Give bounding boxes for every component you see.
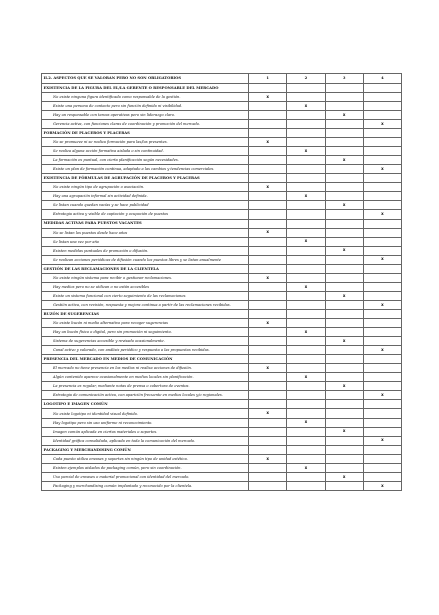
score-cell	[287, 165, 325, 174]
criterion-row	[42, 436, 402, 445]
score-mark: x	[363, 255, 401, 264]
score-mark: x	[287, 328, 325, 337]
criterion-description: Hay logotipo pero sin uso uniforme ni reconocimiento.	[42, 418, 249, 427]
score-cell	[287, 92, 325, 101]
criterion-description: La formación es puntual, con cierta planificación según necesidades.	[42, 156, 249, 165]
score-mark: x	[249, 138, 287, 147]
section-empty-cell	[363, 129, 401, 138]
criterion-description: No existe ningún tipo de agrupación o asociación.	[42, 183, 249, 192]
score-cell	[363, 228, 401, 237]
score-mark: x	[325, 382, 363, 391]
score-mark: x	[325, 472, 363, 481]
criterion-description: No se promueve ni se realiza formación para las/los presentes.	[42, 138, 249, 147]
score-mark: x	[325, 246, 363, 255]
section-heading: LOGOTIPO E IMAGEN COMÚN	[42, 400, 249, 409]
criterion-row	[42, 110, 402, 119]
score-mark: x	[249, 454, 287, 463]
score-mark: x	[325, 156, 363, 165]
section-row	[42, 309, 402, 318]
score-cell	[249, 427, 287, 436]
criterion-row	[42, 427, 402, 436]
score-cell	[249, 346, 287, 355]
criterion-row	[42, 391, 402, 400]
score-cell	[325, 328, 363, 337]
score-cell	[287, 346, 325, 355]
section-empty-cell	[325, 129, 363, 138]
section-heading: EXISTENCIA DE LA FIGURA DEL EL/LA GERENTE O RESPONSABLE DEL MERCADO	[42, 83, 249, 92]
criterion-description: La presencia es regular, mediante notas de prensa o cobertura de eventos.	[42, 382, 249, 391]
section-empty-cell	[249, 264, 287, 273]
score-cell	[325, 228, 363, 237]
score-cell	[363, 382, 401, 391]
score-cell	[249, 373, 287, 382]
criterion-description: Sistema de sugerencias accesible y revisado ocasionalmente.	[42, 337, 249, 346]
criterion-description: Existe una persona de contacto pero sin función definida ni visibilidad.	[42, 101, 249, 110]
criterion-row	[42, 454, 402, 463]
criterion-row	[42, 418, 402, 427]
criterion-description: Uso parcial de envases o material promocional con identidad del mercado.	[42, 472, 249, 481]
score-cell	[325, 183, 363, 192]
score-cell	[249, 237, 287, 246]
criterion-row	[42, 282, 402, 291]
score-cell	[363, 201, 401, 210]
score-cell	[249, 210, 287, 219]
criterion-description: Hay un responsable con tareas operativas pero sin liderazgo claro.	[42, 110, 249, 119]
score-cell	[325, 391, 363, 400]
score-cell	[287, 210, 325, 219]
score-cell	[249, 201, 287, 210]
criterion-row	[42, 337, 402, 346]
section-empty-cell	[287, 400, 325, 409]
criterion-row	[42, 101, 402, 110]
score-cell	[249, 382, 287, 391]
section-row	[42, 264, 402, 273]
section-row	[42, 445, 402, 454]
score-cell	[287, 273, 325, 282]
evaluation-table-body	[42, 74, 402, 491]
score-cell	[249, 119, 287, 128]
section-empty-cell	[363, 355, 401, 364]
score-mark: x	[249, 92, 287, 101]
score-cell	[363, 472, 401, 481]
score-cell	[325, 319, 363, 328]
section-empty-cell	[363, 174, 401, 183]
section-empty-cell	[249, 174, 287, 183]
criterion-row	[42, 92, 402, 101]
criterion-description: Gerencia activa, con funciones claras de coordinación y promoción del mercado.	[42, 119, 249, 128]
score-cell	[287, 409, 325, 418]
section-heading: PACKAGING Y MERCHANDISING COMÚN	[42, 445, 249, 454]
score-mark: x	[249, 319, 287, 328]
score-mark: x	[249, 228, 287, 237]
score-cell	[249, 472, 287, 481]
score-cell	[249, 147, 287, 156]
score-cell	[249, 291, 287, 300]
score-mark: x	[363, 165, 401, 174]
criterion-row	[42, 409, 402, 418]
score-cell	[325, 119, 363, 128]
score-mark: x	[287, 101, 325, 110]
section-empty-cell	[325, 400, 363, 409]
section-heading: MEDIDAS ACTIVAS PARA PUESTOS VACANTES	[42, 219, 249, 228]
criterion-description: Existe un sistema funcional con cierto seguimiento de las reclamaciones.	[42, 291, 249, 300]
criterion-description: Estrategia de comunicación activa, con aparición frecuente en medios locales y/o regionales.	[42, 391, 249, 400]
score-cell	[325, 273, 363, 282]
criterion-row	[42, 346, 402, 355]
section-empty-cell	[363, 400, 401, 409]
criterion-row	[42, 183, 402, 192]
section-empty-cell	[249, 129, 287, 138]
section-empty-cell	[325, 355, 363, 364]
score-mark: x	[363, 436, 401, 445]
score-cell	[363, 156, 401, 165]
score-cell	[325, 101, 363, 110]
criterion-description: Hay una agrupación informal sin actividad definida.	[42, 192, 249, 201]
criterion-row	[42, 147, 402, 156]
criterion-description: Existe un plan de formación continua, adaptado a las cambios y tendencias comerciales.	[42, 165, 249, 174]
section-empty-cell	[325, 309, 363, 318]
score-cell	[325, 418, 363, 427]
score-cell	[287, 364, 325, 373]
criterion-row	[42, 210, 402, 219]
score-cell	[287, 246, 325, 255]
criterion-row	[42, 373, 402, 382]
score-cell	[363, 192, 401, 201]
score-cell	[287, 391, 325, 400]
criterion-row	[42, 119, 402, 128]
score-cell	[363, 373, 401, 382]
criterion-description: Se listan cuando quedan vacías y se hace publicidad	[42, 201, 249, 210]
score-mark: x	[363, 119, 401, 128]
section-heading: BUZÓN DE SUGERENCIAS	[42, 309, 249, 318]
criterion-row	[42, 192, 402, 201]
score-mark: x	[249, 364, 287, 373]
column-header-3: 3	[325, 74, 363, 84]
score-mark: x	[325, 110, 363, 119]
criterion-description: Canal activo y valorado, con análisis periódico y respuesta a las propuestas recibidas.	[42, 346, 249, 355]
score-cell	[325, 282, 363, 291]
section-row	[42, 219, 402, 228]
score-cell	[287, 110, 325, 119]
score-cell	[363, 454, 401, 463]
score-cell	[287, 319, 325, 328]
section-empty-cell	[249, 445, 287, 454]
score-cell	[363, 246, 401, 255]
score-cell	[249, 436, 287, 445]
score-cell	[363, 282, 401, 291]
score-cell	[325, 409, 363, 418]
criterion-description: No existe ningún sistema para recibir o gestionar reclamaciones.	[42, 273, 249, 282]
criterion-description: Identidad gráfica consolidada, aplicada en toda la comunicación del mercado.	[42, 436, 249, 445]
criterion-row	[42, 228, 402, 237]
section-empty-cell	[363, 83, 401, 92]
criterion-row	[42, 481, 402, 490]
score-mark: x	[287, 463, 325, 472]
score-mark: x	[287, 237, 325, 246]
score-cell	[249, 300, 287, 309]
score-cell	[249, 110, 287, 119]
section-empty-cell	[249, 355, 287, 364]
score-cell	[287, 436, 325, 445]
score-mark: x	[287, 192, 325, 201]
score-cell	[287, 454, 325, 463]
score-mark: x	[249, 409, 287, 418]
score-cell	[287, 255, 325, 264]
section-empty-cell	[363, 264, 401, 273]
section-empty-cell	[287, 264, 325, 273]
criterion-description: No existe buzón ni medio alternativo para recoger sugerencias	[42, 319, 249, 328]
section-heading: GESTIÓN DE LAS RECLAMACIONES DE LA CLIENTELA	[42, 264, 249, 273]
score-mark: x	[363, 391, 401, 400]
criterion-description: Hay un buzón físico o digital, pero sin promoción ni seguimiento.	[42, 328, 249, 337]
criterion-row	[42, 463, 402, 472]
score-cell	[249, 246, 287, 255]
score-cell	[287, 427, 325, 436]
score-cell	[249, 192, 287, 201]
score-cell	[249, 101, 287, 110]
score-cell	[363, 291, 401, 300]
score-cell	[325, 92, 363, 101]
section-empty-cell	[287, 355, 325, 364]
score-mark: x	[249, 273, 287, 282]
criterion-description: Hay medios pero no se utilizan o no están accesibles	[42, 282, 249, 291]
score-cell	[287, 472, 325, 481]
score-cell	[363, 319, 401, 328]
section-row	[42, 129, 402, 138]
section-empty-cell	[363, 219, 401, 228]
score-cell	[363, 101, 401, 110]
score-cell	[249, 481, 287, 490]
section-empty-cell	[325, 219, 363, 228]
score-mark: x	[325, 291, 363, 300]
column-header-2: 2	[287, 74, 325, 84]
section-empty-cell	[249, 83, 287, 92]
criterion-row	[42, 138, 402, 147]
section-empty-cell	[287, 174, 325, 183]
score-cell	[363, 409, 401, 418]
score-mark: x	[325, 427, 363, 436]
criterion-row	[42, 319, 402, 328]
column-header-4: 4	[363, 74, 401, 84]
score-cell	[363, 273, 401, 282]
section-row	[42, 174, 402, 183]
score-mark: x	[363, 300, 401, 309]
section-empty-cell	[287, 445, 325, 454]
score-cell	[363, 92, 401, 101]
score-cell	[287, 337, 325, 346]
score-cell	[363, 110, 401, 119]
score-cell	[363, 364, 401, 373]
score-cell	[363, 427, 401, 436]
criterion-description: Estrategia activa y visible de captación y ocupación de puestos	[42, 210, 249, 219]
criterion-description: Imagen común aplicada en ciertos materiales o soportes.	[42, 427, 249, 436]
section-row	[42, 400, 402, 409]
criterion-description: Se realizan acciones periódicas de difusión cuando los puestos libres y se listan anualmente	[42, 255, 249, 264]
score-cell	[325, 463, 363, 472]
criterion-description: Gestión activa, con revisión, respuesta y mejora continua a partir de las reclamaciones recibidas.	[42, 300, 249, 309]
column-header-1: 1	[249, 74, 287, 84]
score-cell	[249, 282, 287, 291]
score-cell	[325, 373, 363, 382]
score-mark: x	[287, 147, 325, 156]
score-cell	[363, 418, 401, 427]
score-mark: x	[325, 201, 363, 210]
score-cell	[363, 138, 401, 147]
criterion-row	[42, 382, 402, 391]
criterion-description: Cada puesto utiliza envases y soportes sin ningún tipo de unidad estética.	[42, 454, 249, 463]
criterion-row	[42, 364, 402, 373]
criterion-description: Packaging y merchandising común implantado y reconocido por la clientela.	[42, 481, 249, 490]
criterion-row	[42, 156, 402, 165]
section-empty-cell	[249, 309, 287, 318]
score-cell	[287, 481, 325, 490]
section-row	[42, 83, 402, 92]
score-cell	[287, 201, 325, 210]
criterion-row	[42, 300, 402, 309]
section-empty-cell	[363, 445, 401, 454]
score-cell	[249, 391, 287, 400]
score-cell	[325, 454, 363, 463]
score-cell	[325, 436, 363, 445]
score-mark: x	[363, 481, 401, 490]
score-cell	[325, 255, 363, 264]
score-cell	[325, 346, 363, 355]
score-mark: x	[325, 337, 363, 346]
section-empty-cell	[249, 219, 287, 228]
score-cell	[249, 337, 287, 346]
section-heading: FORMACIÓN DE PLACEROS Y PLACERAS	[42, 129, 249, 138]
score-cell	[249, 463, 287, 472]
criterion-description: El mercado no tiene presencia en los medios ni realiza acciones de difusión.	[42, 364, 249, 373]
score-cell	[363, 183, 401, 192]
score-cell	[249, 328, 287, 337]
criterion-description: Existen medidas puntuales de promoción o difusión.	[42, 246, 249, 255]
section-empty-cell	[325, 174, 363, 183]
criterion-row	[42, 328, 402, 337]
score-cell	[325, 481, 363, 490]
score-cell	[287, 156, 325, 165]
score-mark: x	[363, 346, 401, 355]
criterion-row	[42, 201, 402, 210]
score-cell	[363, 328, 401, 337]
score-cell	[325, 147, 363, 156]
score-cell	[287, 300, 325, 309]
score-cell	[287, 138, 325, 147]
criterion-description: No existe logotipo ni identidad visual definida.	[42, 409, 249, 418]
criterion-description: Se listan una vez por año	[42, 237, 249, 246]
evaluation-table	[41, 73, 402, 491]
score-mark: x	[287, 418, 325, 427]
section-empty-cell	[325, 264, 363, 273]
criterion-description: No se listan los puestos desde hace años	[42, 228, 249, 237]
section-heading: EXISTENCIA DE FÓRMULAS DE AGRUPACIÓN DE PLACEROS Y PLACERAS	[42, 174, 249, 183]
score-cell	[249, 255, 287, 264]
section-empty-cell	[325, 83, 363, 92]
score-cell	[249, 165, 287, 174]
score-cell	[287, 119, 325, 128]
score-cell	[287, 382, 325, 391]
score-cell	[287, 228, 325, 237]
score-cell	[325, 210, 363, 219]
section-empty-cell	[249, 400, 287, 409]
score-cell	[249, 156, 287, 165]
score-cell	[249, 418, 287, 427]
score-cell	[325, 165, 363, 174]
score-cell	[363, 337, 401, 346]
criterion-row	[42, 165, 402, 174]
score-mark: x	[363, 210, 401, 219]
section-empty-cell	[287, 309, 325, 318]
score-mark: x	[249, 183, 287, 192]
score-cell	[363, 147, 401, 156]
section-row	[42, 355, 402, 364]
section-empty-cell	[287, 129, 325, 138]
criterion-description: Se realiza alguna acción formativa aislada o sin continuidad.	[42, 147, 249, 156]
table-title: II.2. ASPECTOS QUE SE VALORAN PERO NO SON OBLIGATORIOS	[42, 74, 249, 84]
criterion-row	[42, 472, 402, 481]
criterion-row	[42, 291, 402, 300]
score-cell	[325, 192, 363, 201]
criterion-row	[42, 273, 402, 282]
score-cell	[325, 237, 363, 246]
criterion-description: Existen ejemplos aislados de packaging común, pero sin coordinación.	[42, 463, 249, 472]
section-empty-cell	[325, 445, 363, 454]
section-heading: PRESENCIA DEL MERCADO EN MEDIOS DE COMUNICACIÓN	[42, 355, 249, 364]
criterion-description: No existe ninguna figura identificada como responsable de la gestión.	[42, 92, 249, 101]
criterion-row	[42, 237, 402, 246]
score-cell	[287, 183, 325, 192]
score-cell	[325, 364, 363, 373]
score-cell	[325, 300, 363, 309]
score-cell	[363, 463, 401, 472]
score-mark: x	[287, 282, 325, 291]
section-empty-cell	[287, 219, 325, 228]
criterion-row	[42, 255, 402, 264]
section-empty-cell	[363, 309, 401, 318]
criterion-description: Algún contenido aparece ocasionalmente en medios locales sin planificación.	[42, 373, 249, 382]
score-mark: x	[287, 373, 325, 382]
table-title-row	[42, 74, 402, 84]
score-cell	[363, 237, 401, 246]
score-cell	[287, 291, 325, 300]
score-cell	[325, 138, 363, 147]
criterion-row	[42, 246, 402, 255]
section-empty-cell	[287, 83, 325, 92]
